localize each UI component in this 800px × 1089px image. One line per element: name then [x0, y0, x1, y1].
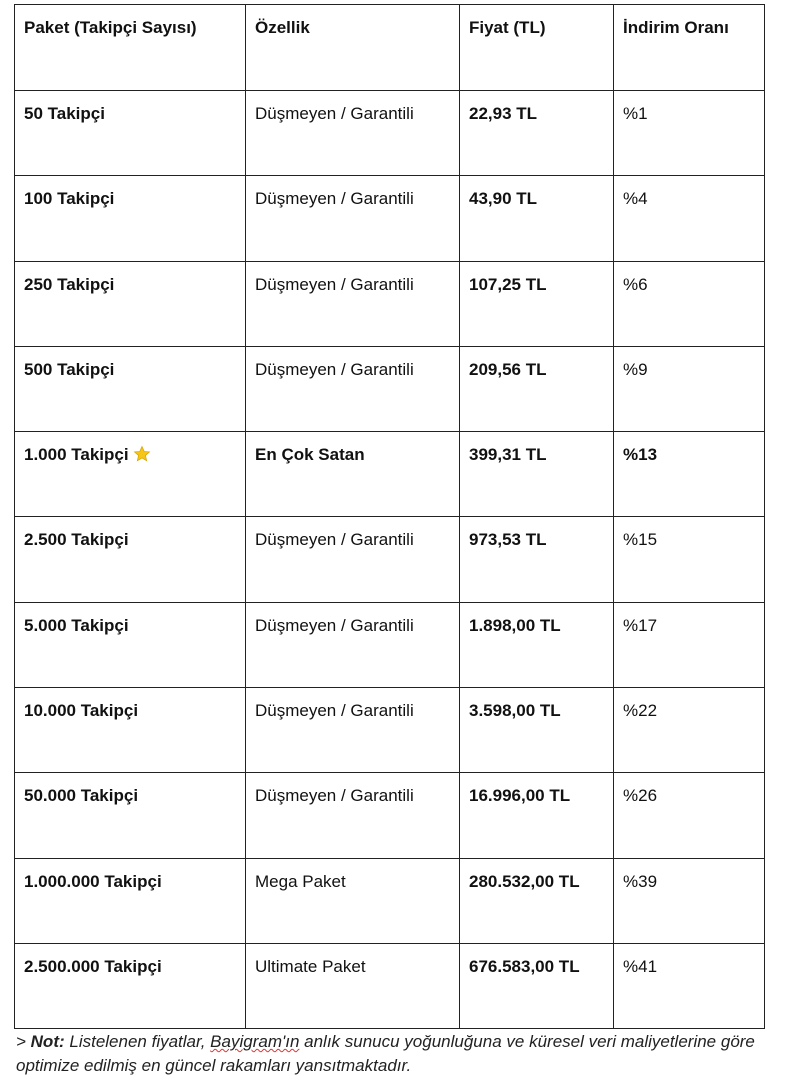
cell-paket — [15, 773, 246, 858]
cell-ozellik-text: Düşmeyen / Garantili — [255, 359, 414, 379]
cell-indirim-text: %15 — [623, 530, 658, 550]
cell-ozellik-text: En Çok Satan — [255, 445, 365, 465]
cell-paket-text: 250 Takipçi — [24, 274, 115, 294]
table-body — [15, 91, 765, 1029]
cell-ozellik-text: Düşmeyen / Garantili — [255, 104, 414, 123]
header-paket: Paket (Takipçi Sayısı) — [15, 5, 246, 91]
cell-paket — [15, 688, 246, 773]
cell-fiyat — [460, 346, 614, 431]
cell-ozellik-text: Mega Paket — [255, 871, 346, 891]
cell-fiyat-text: 3.598,00 TL — [469, 701, 561, 721]
cell-fiyat — [460, 176, 614, 261]
cell-indirim — [614, 602, 765, 687]
table-row — [15, 517, 765, 602]
cell-indirim-text: %6 — [623, 274, 648, 294]
table-row — [15, 943, 765, 1028]
cell-fiyat — [460, 602, 614, 687]
cell-fiyat — [460, 773, 614, 858]
cell-ozellik — [246, 261, 460, 346]
cell-fiyat — [460, 517, 614, 602]
cell-fiyat-text: 676.583,00 TL — [469, 956, 580, 976]
cell-paket-text: 500 Takipçi — [24, 359, 115, 379]
cell-indirim-text: %4 — [623, 189, 648, 209]
cell-fiyat — [460, 943, 614, 1028]
cell-paket-text: 10.000 Takipçi — [24, 701, 139, 721]
cell-paket-text: 2.500 Takipçi — [24, 530, 129, 550]
cell-paket — [15, 176, 246, 261]
table-row — [15, 346, 765, 431]
cell-fiyat-text: 399,31 TL — [469, 445, 547, 465]
cell-ozellik-text: Düşmeyen / Garantili — [255, 189, 414, 209]
cell-fiyat-text: 43,90 TL — [469, 189, 538, 209]
cell-fiyat-text: 16.996,00 TL — [469, 786, 571, 806]
cell-indirim-text: %39 — [623, 871, 658, 891]
cell-paket — [15, 91, 246, 176]
cell-indirim — [614, 773, 765, 858]
cell-indirim — [614, 858, 765, 943]
note-brand: Bayigram'ın — [210, 1032, 300, 1051]
cell-indirim-text: %22 — [623, 701, 658, 721]
table-row — [15, 773, 765, 858]
cell-indirim-text: %1 — [623, 104, 648, 123]
cell-fiyat — [460, 432, 614, 517]
cell-indirim — [614, 432, 765, 517]
cell-fiyat-text: 973,53 TL — [469, 530, 547, 550]
header-indirim: İndirim Oranı — [614, 5, 765, 91]
note-text-before: Listelenen fiyatlar, — [64, 1032, 211, 1051]
cell-ozellik-text: Düşmeyen / Garantili — [255, 786, 414, 806]
cell-fiyat-text: 209,56 TL — [469, 359, 547, 379]
star-icon — [133, 445, 151, 463]
cell-ozellik — [246, 602, 460, 687]
cell-fiyat-text: 280.532,00 TL — [469, 871, 580, 891]
cell-ozellik-text: Düşmeyen / Garantili — [255, 615, 414, 635]
cell-ozellik — [246, 176, 460, 261]
table-row — [15, 602, 765, 687]
cell-fiyat — [460, 91, 614, 176]
cell-ozellik — [246, 346, 460, 431]
cell-paket-text: 1.000 Takipçi — [24, 445, 129, 465]
note-label: Not: — [30, 1032, 65, 1051]
cell-paket — [15, 943, 246, 1028]
cell-indirim — [614, 346, 765, 431]
cell-paket — [15, 346, 246, 431]
table-row — [15, 176, 765, 261]
note-prefix: > — [16, 1032, 31, 1051]
cell-ozellik-text: Ultimate Paket — [255, 956, 366, 976]
cell-indirim-text: %26 — [623, 786, 658, 806]
pricing-table — [14, 4, 765, 1029]
footnote — [16, 1030, 786, 1078]
cell-fiyat — [460, 261, 614, 346]
note-text-after: anlık sunucu yoğunluğuna ve küresel veri maliyetlerine göre optimize edilmiş en güncel rakamları yansıtmaktadır. — [16, 1032, 755, 1075]
cell-indirim — [614, 943, 765, 1028]
cell-indirim — [614, 688, 765, 773]
cell-fiyat — [460, 858, 614, 943]
cell-ozellik-text: Düşmeyen / Garantili — [255, 530, 414, 550]
cell-paket-text: 5.000 Takipçi — [24, 615, 129, 635]
table-row — [15, 432, 765, 517]
cell-ozellik — [246, 858, 460, 943]
cell-ozellik — [246, 688, 460, 773]
cell-paket-text: 100 Takipçi — [24, 189, 115, 209]
cell-fiyat-text: 1.898,00 TL — [469, 615, 561, 635]
cell-ozellik — [246, 91, 460, 176]
cell-indirim-text: %41 — [623, 956, 658, 976]
cell-fiyat-text: 107,25 TL — [469, 274, 547, 294]
cell-paket — [15, 432, 246, 517]
cell-indirim-text: %13 — [623, 445, 658, 465]
pricing-table-container — [14, 4, 764, 1029]
table-row — [15, 91, 765, 176]
table-header-row — [15, 5, 765, 91]
cell-ozellik-text: Düşmeyen / Garantili — [255, 701, 414, 721]
header-ozellik: Özellik — [246, 5, 460, 91]
cell-indirim — [614, 176, 765, 261]
cell-fiyat-text: 22,93 TL — [469, 104, 538, 123]
header-fiyat: Fiyat (TL) — [460, 5, 614, 91]
cell-indirim-text: %17 — [623, 615, 658, 635]
cell-ozellik-text: Düşmeyen / Garantili — [255, 274, 414, 294]
cell-ozellik — [246, 943, 460, 1028]
cell-indirim — [614, 517, 765, 602]
cell-paket — [15, 261, 246, 346]
cell-fiyat — [460, 688, 614, 773]
cell-indirim — [614, 261, 765, 346]
cell-paket — [15, 602, 246, 687]
cell-paket-text: 1.000.000 Takipçi — [24, 871, 162, 891]
table-row — [15, 858, 765, 943]
table-row — [15, 688, 765, 773]
cell-paket-text: 50 Takipçi — [24, 104, 105, 123]
cell-paket-text: 50.000 Takipçi — [24, 786, 139, 806]
cell-indirim — [614, 91, 765, 176]
cell-indirim-text: %9 — [623, 359, 648, 379]
cell-paket-text: 2.500.000 Takipçi — [24, 956, 162, 976]
cell-paket — [15, 858, 246, 943]
cell-ozellik — [246, 517, 460, 602]
table-row — [15, 261, 765, 346]
cell-paket — [15, 517, 246, 602]
cell-ozellik — [246, 773, 460, 858]
cell-ozellik — [246, 432, 460, 517]
